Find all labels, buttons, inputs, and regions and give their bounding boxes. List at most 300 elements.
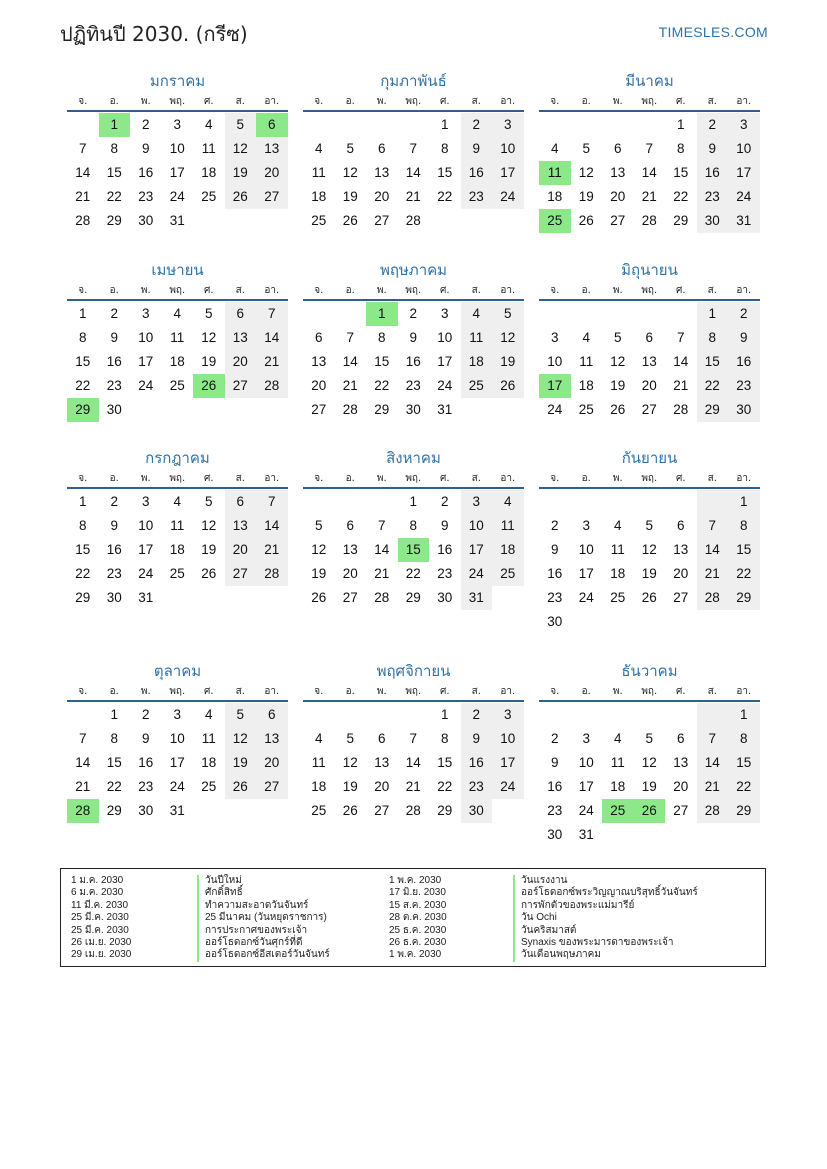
day-cell: 9 [110,518,118,533]
weekday-header [303,471,524,489]
weekday-label: พ. [376,686,387,697]
holiday-date: 25 มี.ค. 2030 [71,912,129,924]
day-cell: 20 [374,779,390,794]
day-cell: 16 [728,350,760,374]
weekday-header [67,94,288,112]
day-cell: 12 [610,354,626,369]
holiday-date: 1 ม.ค. 2030 [71,875,124,886]
weekday-label: พ. [612,96,623,107]
day-cell: 16 [697,161,729,185]
day-cell: 10 [169,731,185,746]
day-cell: 24 [728,185,760,209]
day-cell: 28 [75,213,91,228]
day-cell: 30 [405,402,421,417]
day-cell: 24 [138,378,154,393]
day-cell: 25 [578,402,594,417]
day-cell: 24 [547,402,563,417]
day-cell: 25 [610,590,626,605]
day-cell: 7 [697,514,729,538]
day-cell: 16 [106,354,122,369]
empty-cell [303,302,335,326]
day-cell: 29 [106,803,122,818]
day-grid [303,490,524,610]
day-cell: 27 [256,185,288,209]
day-cell: 27 [225,562,257,586]
month-name: มีนาคม [625,72,674,90]
day-cell: 18 [201,165,217,180]
day-cell: 22 [697,374,729,398]
weekday-label: จ. [314,473,324,484]
day-cell: 4 [204,117,213,132]
day-grid [539,113,760,233]
day-cell: 5 [613,330,622,345]
day-cell: 9 [550,542,559,557]
day-cell: 29 [728,799,760,823]
day-cell: 5 [645,518,653,533]
day-cell: 2 [728,302,760,326]
day-cell: 4 [314,141,323,156]
weekday-label: ศ. [439,96,450,107]
empty-cell [398,703,430,727]
weekday-label: พฤ. [405,96,422,107]
day-cell: 19 [641,566,657,581]
day-cell: 2 [550,731,559,746]
month-name: พฤษภาคม [379,261,448,279]
day-cell: 2 [697,113,729,137]
day-cell: 24 [492,775,524,799]
empty-cell [67,113,99,137]
day-cell: 6 [676,518,685,533]
empty-cell [539,703,571,727]
day-cell: 28 [374,590,390,605]
weekday-label: จ. [78,285,88,296]
day-cell: 8 [697,326,729,350]
day-cell: 2 [409,306,417,321]
day-cell: 24 [492,185,524,209]
day-cell: 4 [204,707,213,722]
day-cell: 22 [728,775,760,799]
day-cell: 30 [106,590,122,605]
month-name: ตุลาคม [153,662,202,680]
day-cell: 5 [225,703,257,727]
day-cell: 13 [225,514,257,538]
day-cell: 31 [169,803,185,818]
day-cell: 3 [141,306,150,321]
day-cell: 24 [578,803,594,818]
weekday-label: จ. [550,686,560,697]
day-cell: 13 [673,542,689,557]
weekday-label: พฤ. [405,686,422,697]
day-cell: 31 [169,213,185,228]
weekday-header [539,471,760,489]
empty-cell [303,703,335,727]
day-cell: 12 [578,165,594,180]
day-cell: 23 [138,779,154,794]
day-cell: 17 [169,165,185,180]
day-cell: 7 [409,731,417,746]
weekday-label: ส. [707,473,717,484]
day-grid [67,490,288,610]
weekday-label: พ. [140,285,151,296]
weekday-label: อ. [581,473,591,484]
day-cell: 8 [728,514,760,538]
month-name: ธันวาคม [621,662,678,680]
day-cell: 23 [106,378,122,393]
holiday-date: 26 ธ.ค. 2030 [389,936,447,948]
day-grid [67,113,288,233]
weekday-label: อา. [736,686,752,697]
day-cell: 5 [346,141,354,156]
day-cell: 14 [256,326,288,350]
day-cell: 17 [578,779,594,794]
weekday-label: ส. [707,96,717,107]
day-cell: 27 [374,213,390,228]
day-cell: 29 [374,402,390,417]
day-cell: 17 [437,354,453,369]
day-cell: 26 [342,803,358,818]
day-cell: 19 [225,161,257,185]
day-cell: 24 [461,562,493,586]
day-cell: 3 [550,330,559,345]
weekday-label: อา. [500,686,516,697]
day-cell: 23 [547,803,563,818]
weekday-label: อา. [264,285,280,296]
day-cell: 29 [75,590,91,605]
weekday-label: ส. [707,686,717,697]
empty-cell [665,490,697,514]
holiday-name: การประกาศของพระเจ้า [197,925,330,937]
month-calendar [539,259,760,422]
day-cell: 27 [610,213,626,228]
day-cell: 30 [106,402,122,417]
day-cell: 11 [610,755,625,770]
day-cell: 18 [547,189,563,204]
day-cell: 11 [170,518,185,533]
day-cell: 19 [641,779,657,794]
empty-cell [665,302,697,326]
day-grid [303,302,524,422]
day-cell: 25 [311,213,327,228]
weekday-label: อา. [736,96,752,107]
day-cell: 26 [641,590,657,605]
day-cell: 22 [673,189,689,204]
day-cell: 22 [437,189,453,204]
day-cell: 12 [201,330,217,345]
day-cell: 22 [405,566,421,581]
weekday-label: อ. [345,285,355,296]
day-cell: 16 [547,566,563,581]
day-cell: 28 [256,374,288,398]
day-cell: 26 [342,213,358,228]
weekday-label: พฤ. [641,96,658,107]
day-cell: 14 [641,165,657,180]
day-grid [539,703,760,847]
day-cell: 22 [106,779,122,794]
weekday-label: อา. [264,473,280,484]
day-cell: 13 [641,354,657,369]
empty-cell [602,490,634,514]
brand-link[interactable]: TIMESLES.COM [658,24,768,40]
day-cell: 1 [676,117,685,132]
day-cell: 2 [110,494,118,509]
day-cell: 15 [398,538,430,562]
weekday-label: พ. [376,285,387,296]
day-cell: 23 [461,775,493,799]
day-cell: 9 [461,727,493,751]
weekday-label: อ. [345,96,355,107]
holiday-date: 1 พ.ค. 2030 [389,875,442,886]
weekday-label: พ. [612,473,623,484]
day-cell: 8 [78,330,87,345]
weekday-label: จ. [550,285,560,296]
day-cell: 12 [641,755,657,770]
weekday-label: ศ. [439,473,450,484]
day-cell: 15 [106,755,122,770]
day-cell: 3 [492,703,524,727]
holiday-date: 1 พ.ค. 2030 [389,949,442,961]
weekday-label: พ. [612,285,623,296]
day-cell: 11 [461,326,493,350]
day-cell: 26 [201,566,217,581]
weekday-label: พ. [612,686,623,697]
month-calendar [303,259,524,422]
day-cell: 3 [582,518,590,533]
holiday-date: 25 ธ.ค. 2030 [389,924,447,936]
day-cell: 26 [578,213,594,228]
day-cell: 3 [728,113,760,137]
day-cell: 16 [138,755,154,770]
day-cell: 8 [440,141,449,156]
day-cell: 12 [342,755,358,770]
day-cell: 14 [405,755,421,770]
day-cell: 9 [110,330,118,345]
day-cell: 14 [405,165,421,180]
empty-cell [366,703,398,727]
day-cell: 9 [141,141,150,156]
day-cell: 7 [676,330,685,345]
day-cell: 11 [579,354,594,369]
empty-cell [335,302,367,326]
day-cell: 14 [342,354,358,369]
month-name: พฤศจิกายน [376,662,451,680]
day-cell: 15 [697,350,729,374]
weekday-label: พ. [140,96,151,107]
month-name: มิถุนายน [621,261,678,279]
day-cell: 26 [193,374,225,398]
day-cell: 5 [225,113,257,137]
weekday-label: ศ. [203,96,214,107]
empty-cell [697,490,729,514]
day-cell: 18 [201,755,217,770]
day-cell: 9 [697,137,729,161]
day-grid [303,703,524,823]
day-cell: 17 [728,161,760,185]
day-cell: 5 [492,302,524,326]
day-cell: 2 [141,707,150,722]
day-cell: 19 [578,189,594,204]
day-cell: 25 [539,209,571,233]
weekday-label: จ. [314,285,324,296]
day-cell: 18 [311,779,327,794]
weekday-label: อา. [736,285,752,296]
weekday-label: จ. [78,686,88,697]
holiday-date: 6 ม.ค. 2030 [71,887,124,899]
day-cell: 1 [409,494,417,509]
weekday-label: พ. [376,96,387,107]
day-cell: 13 [225,326,257,350]
day-cell: 14 [374,542,390,557]
empty-cell [697,703,729,727]
holiday-name: วันปีใหม่ [197,875,330,887]
day-cell: 3 [173,117,181,132]
weekday-label: พฤ. [169,285,186,296]
day-cell: 5 [645,731,653,746]
month-calendar [67,660,288,823]
day-cell: 25 [492,562,524,586]
day-cell: 18 [311,189,327,204]
day-cell: 9 [409,330,417,345]
weekday-label: อา. [264,96,280,107]
holiday-list [60,868,766,967]
weekday-label: อา. [264,686,280,697]
day-cell: 20 [641,378,657,393]
day-cell: 1 [728,703,760,727]
day-cell: 21 [75,779,91,794]
day-cell: 10 [461,514,493,538]
day-grid [539,490,760,634]
holiday-date: 15 ส.ค. 2030 [389,899,447,911]
day-cell: 7 [256,490,288,514]
weekday-header [539,283,760,301]
day-cell: 30 [728,398,760,422]
day-cell: 4 [461,302,493,326]
day-cell: 23 [437,566,453,581]
day-cell: 25 [311,803,327,818]
holiday-name: ศักดิ์สิทธิ์ [197,887,330,899]
holiday-name: ออร์โธดอกซ์วันศุกร์ที่ดี [197,937,330,949]
day-cell: 22 [728,562,760,586]
day-cell: 4 [173,306,181,321]
day-cell: 1 [440,117,449,132]
day-cell: 24 [578,590,594,605]
day-cell: 16 [461,751,493,775]
day-cell: 27 [342,590,358,605]
day-cell: 15 [374,354,390,369]
weekday-header [539,94,760,112]
holiday-name: วันแรงงาน [513,875,698,887]
day-cell: 13 [374,755,390,770]
weekday-label: พฤ. [641,285,658,296]
day-cell: 15 [728,538,760,562]
weekday-label: ส. [707,285,717,296]
day-cell: 13 [256,727,288,751]
empty-cell [67,703,99,727]
weekday-header [67,684,288,702]
day-cell: 10 [547,354,563,369]
empty-cell [335,703,367,727]
day-cell: 30 [547,827,563,842]
day-cell: 13 [374,165,390,180]
weekday-label: อ. [345,686,355,697]
empty-cell [539,302,571,326]
day-cell: 7 [346,330,354,345]
day-cell: 16 [547,779,563,794]
day-cell: 22 [106,189,122,204]
holiday-names-right [513,875,698,962]
day-cell: 25 [461,374,493,398]
day-cell: 12 [311,542,327,557]
day-cell: 7 [409,141,417,156]
day-cell: 11 [539,161,571,185]
day-cell: 25 [602,799,634,823]
empty-cell [602,113,634,137]
day-cell: 27 [673,803,689,818]
weekday-label: อ. [581,285,591,296]
day-cell: 2 [141,117,150,132]
empty-cell [602,703,634,727]
day-cell: 7 [78,731,87,746]
weekday-label: ศ. [203,686,214,697]
day-cell: 20 [374,189,390,204]
day-cell: 27 [256,775,288,799]
weekday-label: ศ. [439,686,450,697]
weekday-label: ศ. [675,473,686,484]
holiday-name: วันคริสมาสต์ [513,925,698,937]
empty-cell [539,490,571,514]
day-cell: 8 [110,731,118,746]
day-cell: 5 [346,731,354,746]
day-cell: 20 [673,566,689,581]
holiday-name: 25 มีนาคม (วันหยุดราชการ) [197,912,330,924]
day-cell: 25 [201,189,217,204]
day-cell: 19 [342,779,358,794]
day-cell: 15 [728,751,760,775]
day-cell: 14 [75,755,91,770]
day-cell: 3 [492,113,524,137]
day-cell: 6 [377,731,386,746]
day-cell: 4 [613,518,622,533]
empty-cell [335,490,367,514]
day-cell: 19 [201,354,217,369]
day-cell: 9 [461,137,493,161]
month-calendar [303,70,524,233]
day-cell: 1 [78,494,87,509]
day-cell: 2 [110,306,118,321]
day-cell: 8 [377,330,386,345]
month-calendar [539,447,760,634]
day-cell: 28 [697,799,729,823]
day-cell: 26 [311,590,327,605]
day-cell: 8 [676,141,685,156]
day-cell: 4 [582,330,590,345]
day-cell: 19 [342,189,358,204]
day-cell: 6 [377,141,386,156]
day-cell: 12 [225,727,257,751]
month-name: กันยายน [621,449,678,467]
day-cell: 10 [437,330,453,345]
day-cell: 11 [610,542,625,557]
weekday-label: พฤ. [169,686,186,697]
month-calendar [539,70,760,233]
day-cell: 23 [461,185,493,209]
day-cell: 1 [110,707,118,722]
day-cell: 12 [342,165,358,180]
day-cell: 25 [169,378,185,393]
day-cell: 29 [405,590,421,605]
day-cell: 27 [374,803,390,818]
weekday-label: พฤ. [405,473,422,484]
day-cell: 20 [225,538,257,562]
